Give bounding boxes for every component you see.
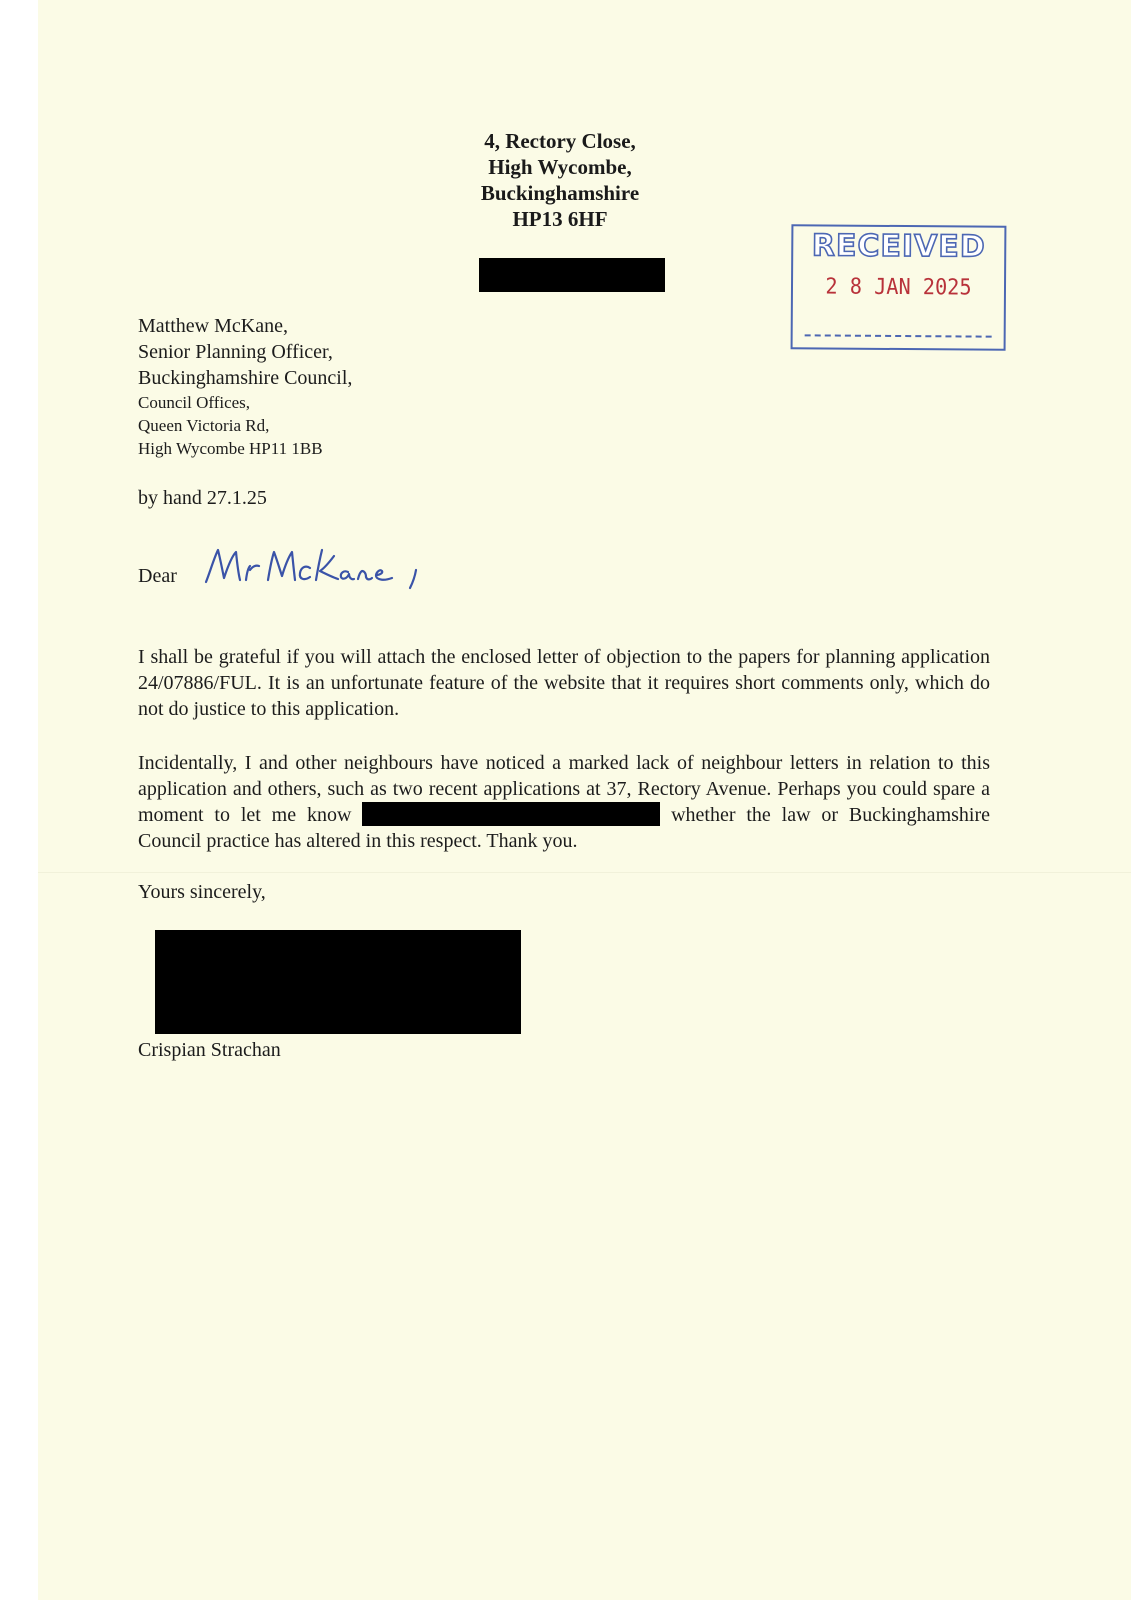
handwritten-salutation — [202, 544, 442, 596]
closing: Yours sincerely, — [138, 881, 266, 903]
signer-name: Crispian Strachan — [138, 1039, 281, 1061]
redaction-bar-header — [479, 258, 665, 292]
recipient-street: Queen Victoria Rd, — [138, 416, 270, 435]
salutation: Dear — [138, 565, 177, 587]
sender-address-line: Buckinghamshire — [480, 181, 640, 205]
sender-address-line: 4, Rectory Close, — [484, 129, 636, 153]
recipient-building: Council Offices, — [138, 393, 251, 412]
body-paragraph-2-part-1: Incidentally, I and other neighbours have noticed a marked lack of neighbour letters in relation to this application and others, such as two recent applications at 37, Rectory Avenue. Perhaps you could spare a moment to let me know — [138, 752, 990, 826]
body-paragraph-1: I shall be grateful if you will attach the enclosed letter of objection to the papers for planning application 24/07886/FUL. It is an unfortunate feature of the website that it requires short comments only, which do not do justice to this application. — [138, 646, 990, 720]
body-paragraph-2-part-2: whether the law or Buckinghamshire Council practice has altered in this respect. Thank you. — [138, 804, 990, 852]
recipient-name: Matthew McKane, — [138, 315, 288, 337]
recipient-town: High Wycombe HP11 1BB — [138, 439, 323, 458]
redaction-bar-inline — [362, 802, 660, 826]
stamp-date: 2 8 JAN 2025 — [825, 274, 972, 301]
stamp-title: RECEIVED — [811, 228, 986, 265]
paper-fold-line — [38, 872, 1131, 873]
recipient-role: Senior Planning Officer, — [138, 341, 333, 363]
redaction-bar-signature — [155, 930, 521, 1034]
recipient-organisation: Buckinghamshire Council, — [138, 367, 353, 389]
recipient-address — [138, 313, 352, 460]
sender-address-line: HP13 6HF — [512, 207, 608, 231]
received-stamp — [791, 224, 1007, 350]
stamp-dashed-line — [805, 334, 992, 337]
body-paragraph-2 — [138, 750, 990, 854]
delivery-note: by hand 27.1.25 — [138, 487, 267, 509]
sender-address — [400, 128, 720, 232]
sender-address-line: High Wycombe, — [488, 155, 632, 179]
